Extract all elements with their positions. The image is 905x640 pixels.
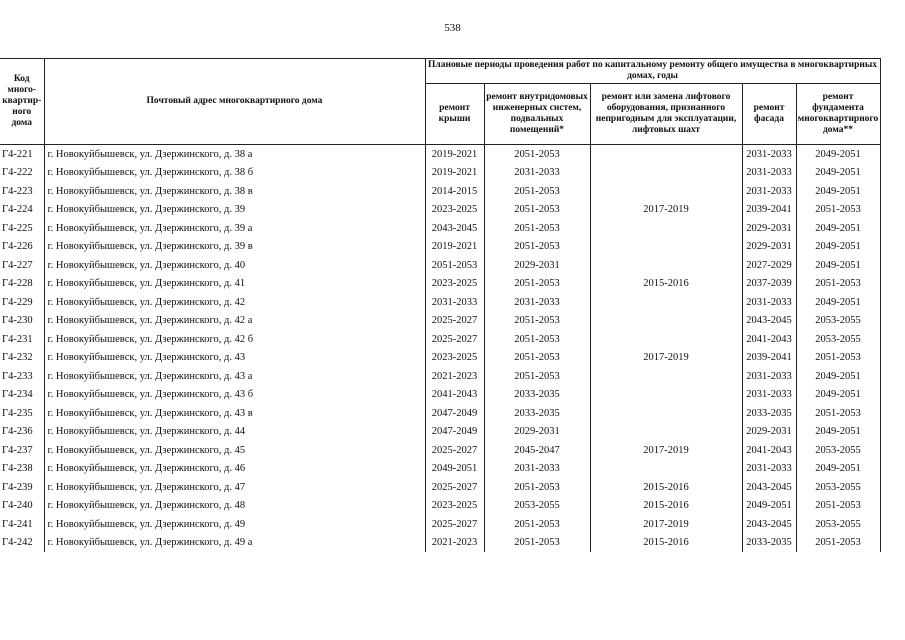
cell-facade: 2031-2033 [742,367,796,386]
cell-facade: 2031-2033 [742,293,796,312]
cell-facade: 2029-2031 [742,238,796,257]
cell-address: г. Новокуйбышевск, ул. Дзержинского, д. 44 [44,423,425,442]
cell-facade: 2031-2033 [742,164,796,183]
cell-address: г. Новокуйбышевск, ул. Дзержинского, д. 39 в [44,238,425,257]
cell-code: Г4-233 [2,370,33,382]
cell-elevator: 2017-2019 [590,515,742,534]
cell-facade: 2031-2033 [742,182,796,201]
cell-foundation: 2049-2051 [796,423,880,442]
cell-facade: 2029-2031 [742,423,796,442]
cell-address: г. Новокуйбышевск, ул. Дзержинского, д. 38 в [44,182,425,201]
cell-roof: 2025-2027 [425,478,484,497]
cell-foundation: 2049-2051 [796,145,880,164]
cell-systems: 2051-2053 [484,312,590,331]
cell-systems: 2051-2053 [484,219,590,238]
cell-roof: 2047-2049 [425,404,484,423]
cell-roof: 2014-2015 [425,182,484,201]
cell-foundation: 2051-2053 [796,404,880,423]
cell-systems: 2051-2053 [484,478,590,497]
cell-elevator [590,367,742,386]
cell-address: г. Новокуйбышевск, ул. Дзержинского, д. 39 а [44,219,425,238]
table-row [0,478,880,497]
cell-code: Г4-241 [2,518,33,530]
table-row [0,312,880,331]
cell-elevator [590,182,742,201]
cell-elevator [590,423,742,442]
cell-code: Г4-239 [2,481,33,493]
cell-address: г. Новокуйбышевск, ул. Дзержинского, д. 42 б [44,330,425,349]
cell-address: г. Новокуйбышевск, ул. Дзержинского, д. 42 а [44,312,425,331]
cell-roof: 2051-2053 [425,256,484,275]
cell-roof: 2019-2021 [425,145,484,164]
table-row [0,182,880,201]
cell-code: Г4-225 [2,222,33,234]
cell-code: Г4-238 [2,463,33,475]
cell-facade: 2043-2045 [742,478,796,497]
cell-facade: 2043-2045 [742,515,796,534]
cell-roof: 2023-2025 [425,275,484,294]
cell-systems: 2051-2053 [484,182,590,201]
cell-foundation: 2053-2055 [796,478,880,497]
table-row [0,460,880,479]
cell-systems: 2051-2053 [484,238,590,257]
cell-roof: 2021-2023 [425,534,484,553]
cell-address: г. Новокуйбышевск, ул. Дзержинского, д. 40 [44,256,425,275]
cell-facade: 2031-2033 [742,145,796,164]
cell-foundation: 2049-2051 [796,367,880,386]
cell-elevator [590,219,742,238]
cell-roof: 2041-2043 [425,386,484,405]
table-body [0,145,880,553]
cell-elevator: 2017-2019 [590,349,742,368]
cell-systems: 2033-2035 [484,386,590,405]
table-row [0,441,880,460]
cell-systems: 2051-2053 [484,515,590,534]
cell-elevator: 2015-2016 [590,534,742,553]
cell-code: Г4-242 [2,537,33,549]
cell-foundation: 2053-2055 [796,312,880,331]
cell-address: г. Новокуйбышевск, ул. Дзержинского, д. 47 [44,478,425,497]
cell-elevator [590,460,742,479]
cell-code: Г4-230 [2,315,33,327]
cell-roof: 2025-2027 [425,330,484,349]
cell-elevator: 2017-2019 [590,441,742,460]
cell-systems: 2031-2033 [484,293,590,312]
cell-facade: 2041-2043 [742,330,796,349]
cell-facade: 2049-2051 [742,497,796,516]
cell-address: г. Новокуйбышевск, ул. Дзержинского, д. 38 б [44,164,425,183]
table-row [0,515,880,534]
cell-code: Г4-229 [2,296,33,308]
cell-facade: 2031-2033 [742,386,796,405]
table-row [0,534,880,553]
cell-facade: 2039-2041 [742,201,796,220]
table-header [0,59,880,145]
cell-foundation: 2051-2053 [796,534,880,553]
cell-facade: 2039-2041 [742,349,796,368]
cell-foundation: 2049-2051 [796,460,880,479]
cell-foundation: 2049-2051 [796,238,880,257]
cell-roof: 2019-2021 [425,238,484,257]
header-address: Почтовый адрес многоквартирного дома [44,59,425,145]
cell-roof: 2023-2025 [425,349,484,368]
header-roof: ремонт крыши [425,84,484,145]
cell-foundation: 2051-2053 [796,349,880,368]
cell-facade: 2041-2043 [742,441,796,460]
cell-address: г. Новокуйбышевск, ул. Дзержинского, д. 42 [44,293,425,312]
cell-elevator [590,145,742,164]
header-systems: ремонт внутридомовых инженерных систем, подвальных помещений* [484,84,590,145]
cell-code: Г4-234 [2,389,33,401]
cell-facade: 2029-2031 [742,219,796,238]
table-row [0,330,880,349]
cell-foundation: 2049-2051 [796,219,880,238]
cell-elevator: 2017-2019 [590,201,742,220]
repair-schedule-table [0,58,881,552]
cell-roof: 2043-2045 [425,219,484,238]
cell-roof: 2021-2023 [425,367,484,386]
cell-systems: 2051-2053 [484,201,590,220]
cell-facade: 2027-2029 [742,256,796,275]
cell-code: Г4-235 [2,407,33,419]
cell-facade: 2037-2039 [742,275,796,294]
cell-code: Г4-226 [2,241,33,253]
cell-code: Г4-221 [2,148,33,160]
cell-elevator [590,330,742,349]
cell-code: Г4-236 [2,426,33,438]
cell-roof: 2019-2021 [425,164,484,183]
header-elevator: ремонт или замена лифтового оборудования, признанного непригодным для эксплуатации, лифтовых шахт [590,84,742,145]
cell-code: Г4-227 [2,259,33,271]
cell-address: г. Новокуйбышевск, ул. Дзержинского, д. 43 б [44,386,425,405]
cell-foundation: 2049-2051 [796,182,880,201]
table-row [0,293,880,312]
page-number: 538 [444,22,461,34]
header-foundation: ремонт фундамента многоквартирного дома** [796,84,880,145]
cell-foundation: 2051-2053 [796,497,880,516]
cell-address: г. Новокуйбышевск, ул. Дзержинского, д. 41 [44,275,425,294]
table-row [0,386,880,405]
cell-code: Г4-232 [2,352,33,364]
header-facade: ремонт фасада [742,84,796,145]
cell-roof: 2031-2033 [425,293,484,312]
cell-facade: 2033-2035 [742,534,796,553]
cell-elevator: 2015-2016 [590,478,742,497]
cell-address: г. Новокуйбышевск, ул. Дзержинского, д. 43 а [44,367,425,386]
cell-systems: 2051-2053 [484,145,590,164]
table-row [0,256,880,275]
cell-systems: 2033-2035 [484,404,590,423]
cell-foundation: 2053-2055 [796,515,880,534]
cell-elevator [590,404,742,423]
cell-systems: 2045-2047 [484,441,590,460]
cell-systems: 2051-2053 [484,367,590,386]
cell-elevator [590,386,742,405]
cell-systems: 2029-2031 [484,256,590,275]
cell-code: Г4-231 [2,333,33,345]
cell-roof: 2025-2027 [425,441,484,460]
table-row [0,423,880,442]
table-row [0,404,880,423]
table-row [0,238,880,257]
cell-code: Г4-240 [2,500,33,512]
header-periods-group: Плановые периоды проведения работ по капитальному ремонту общего имущества в многоквартирных домах, годы [425,59,880,84]
cell-elevator: 2015-2016 [590,275,742,294]
cell-systems: 2031-2033 [484,460,590,479]
table-row [0,201,880,220]
cell-facade: 2043-2045 [742,312,796,331]
cell-foundation: 2049-2051 [796,386,880,405]
cell-elevator [590,293,742,312]
cell-address: г. Новокуйбышевск, ул. Дзержинского, д. 43 в [44,404,425,423]
cell-address: г. Новокуйбышевск, ул. Дзержинского, д. 49 а [44,534,425,553]
cell-address: г. Новокуйбышевск, ул. Дзержинского, д. 48 [44,497,425,516]
table-row [0,275,880,294]
cell-foundation: 2049-2051 [796,293,880,312]
table-row [0,164,880,183]
cell-code: Г4-222 [2,167,33,179]
cell-foundation: 2051-2053 [796,201,880,220]
cell-code: Г4-224 [2,204,33,216]
table-row [0,367,880,386]
cell-roof: 2047-2049 [425,423,484,442]
cell-address: г. Новокуйбышевск, ул. Дзержинского, д. 39 [44,201,425,220]
cell-address: г. Новокуйбышевск, ул. Дзержинского, д. 43 [44,349,425,368]
cell-roof: 2023-2025 [425,201,484,220]
cell-systems: 2051-2053 [484,534,590,553]
cell-roof: 2023-2025 [425,497,484,516]
table-row [0,145,880,164]
cell-systems: 2051-2053 [484,330,590,349]
cell-foundation: 2051-2053 [796,275,880,294]
cell-address: г. Новокуйбышевск, ул. Дзержинского, д. 46 [44,460,425,479]
cell-code: Г4-237 [2,444,33,456]
cell-systems: 2031-2033 [484,164,590,183]
cell-systems: 2053-2055 [484,497,590,516]
cell-code: Г4-223 [2,185,33,197]
cell-systems: 2029-2031 [484,423,590,442]
table-row [0,349,880,368]
cell-foundation: 2049-2051 [796,164,880,183]
cell-foundation: 2053-2055 [796,330,880,349]
header-code: Код много-квартир-ного дома [0,59,44,145]
cell-foundation: 2053-2055 [796,441,880,460]
table-row [0,219,880,238]
cell-facade: 2033-2035 [742,404,796,423]
cell-foundation: 2049-2051 [796,256,880,275]
cell-facade: 2031-2033 [742,460,796,479]
cell-address: г. Новокуйбышевск, ул. Дзержинского, д. 49 [44,515,425,534]
cell-elevator: 2015-2016 [590,497,742,516]
cell-code: Г4-228 [2,278,33,290]
table-row [0,497,880,516]
cell-address: г. Новокуйбышевск, ул. Дзержинского, д. 38 а [44,145,425,164]
cell-systems: 2051-2053 [484,349,590,368]
cell-roof: 2049-2051 [425,460,484,479]
cell-elevator [590,312,742,331]
cell-systems: 2051-2053 [484,275,590,294]
cell-roof: 2025-2027 [425,312,484,331]
cell-roof: 2025-2027 [425,515,484,534]
cell-elevator [590,238,742,257]
cell-address: г. Новокуйбышевск, ул. Дзержинского, д. 45 [44,441,425,460]
cell-elevator [590,164,742,183]
cell-elevator [590,256,742,275]
